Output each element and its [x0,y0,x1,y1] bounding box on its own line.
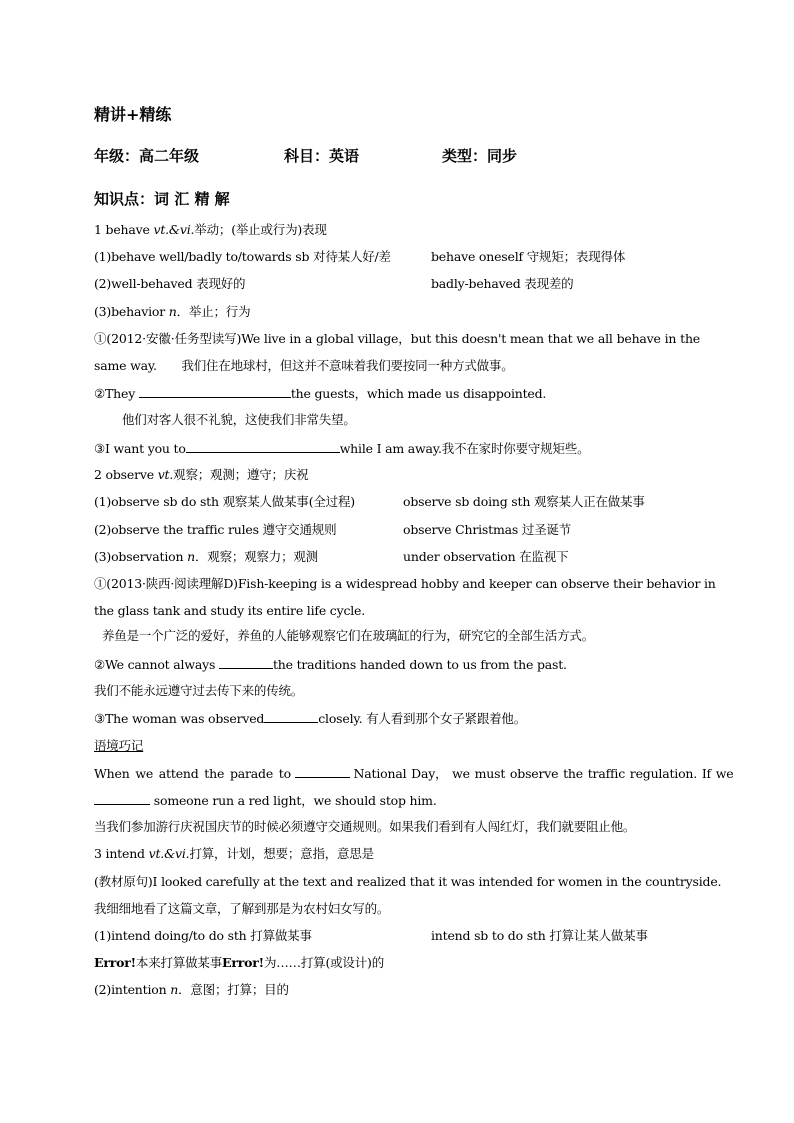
intend-error-line [94,955,384,971]
pos-tag: vt.&vi. [153,222,195,237]
sentence-end: closely. 有人看到那个女子紧跟着他。 [318,711,527,726]
sentence-end: National Day， we must observe the traffic regulation. If we [353,766,734,781]
definition: ．意图；打算；目的 [178,982,289,997]
meta-row [94,148,517,164]
behave-example-2-cn: 他们对客人很不礼貌，这使我们非常失望。 [122,412,356,427]
definition: ．观察；观察力；观测 [194,549,318,564]
intend-example-en: (教材原句)I looked carefully at the text and realized that it was intended for women in the countryside. [94,874,722,889]
intend-phrase-1b: intend sb to do sth 打算让某人做某事 [431,928,648,943]
intend-phrase-2 [94,982,289,998]
sentence-end: the traditions handed down to us from the past. [272,657,567,672]
observe-phrase-2b: observe Christmas 过圣诞节 [403,522,572,537]
observe-example-1-cn: 养鱼是一个广泛的爱好，养鱼的人能够观察它们在玻璃缸的行为，研究它的全部生活方式。 [102,628,595,643]
word-behave: 1 behave [94,222,154,237]
sentence-end: while I am away.我不在家时你要守规矩些。 [339,441,590,456]
grade-label: 年级：高二年级 [94,147,200,165]
memo-line-2 [94,792,437,809]
behave-phrase-2b: badly-behaved 表现差的 [431,276,574,291]
word: (2)intention [94,982,171,997]
observe-phrase-3b: under observation 在监视下 [403,549,569,564]
phrase-text: 本来打算做某事 [135,955,223,970]
observe-phrase-3a [94,549,318,565]
behave-phrase-1b: behave oneself 守规矩；表现得体 [431,249,626,264]
sentence-end: someone run a red light，we should stop him. [153,793,437,808]
behave-example-1-line2: same way. 我们住在地球村，但这并不意味着我们要按同一种方式做事。 [94,358,514,373]
intend-example-cn: 我细细地看了这篇文章，了解到那是为农村妇女写的。 [94,901,390,916]
word: (3)observation [94,549,188,564]
observe-example-1-line2: the glass tank and study its entire life cycle. [94,603,366,618]
word-observe: 2 observe [94,467,158,482]
pos-tag: n [168,304,177,319]
definition: 打算，计划，想要；意指，意思是 [189,846,374,861]
fill-blank[interactable] [264,710,318,723]
observe-example-2 [94,656,567,673]
memo-line-1 [94,765,733,782]
fill-blank[interactable] [219,656,273,669]
observe-phrase-1b: observe sb doing sth 观察某人正在做某事 [403,494,645,509]
knowledge-heading: 知识点：词 汇 精 解 [94,190,230,208]
sentence-start: ②We cannot always [94,657,219,672]
error-field: Error! [94,955,136,970]
memo-cn: 当我们参加游行庆祝国庆节的时候必须遵守交通规则。如果我们看到有人闯红灯，我们就要阻止他。 [94,819,636,834]
sentence-start: ②They [94,386,139,401]
document-title: 精讲+精练 [94,105,172,124]
phrase-text: 为……打算(或设计)的 [263,955,385,970]
pos-tag: vt. [157,467,174,482]
pos-tag: vt.&vi. [148,846,190,861]
observe-heading [94,467,308,483]
sentence-end: the guests，which made us disappointed. [290,386,547,401]
sentence-start: When we attend the parade to [94,766,291,781]
definition: ．举止；行为 [176,304,251,319]
behave-phrase-1a: (1)behave well/badly to/towards sb 对待某人好/差 [94,249,391,264]
behave-example-1-line1: ①(2012·安徽·任务型读写)We live in a global village，but this doesn't mean that we all behave in the [94,331,700,346]
word: (3)behavior [94,304,169,319]
pos-tag: n [170,982,179,997]
behave-phrase-3 [94,304,250,320]
intend-heading [94,846,374,862]
subject-label: 科目：英语 [284,147,360,165]
type-label: 类型：同步 [442,147,518,165]
observe-phrase-1a: (1)observe sb do sth 观察某人做某事(全过程) [94,494,355,509]
sentence-start: ③The woman was observed [94,711,265,726]
error-field: Error! [222,955,264,970]
fill-blank[interactable] [186,440,340,453]
fill-blank[interactable] [295,765,350,778]
word-intend: 3 intend [94,846,149,861]
definition: 观察；观测；遵守；庆祝 [173,467,309,482]
memo-title: 语境巧记 [94,738,144,753]
definition: 举动；(举止或行为)表现 [194,222,327,237]
fill-blank[interactable] [94,792,150,805]
observe-phrase-2a: (2)observe the traffic rules 遵守交通规则 [94,522,337,537]
observe-example-3 [94,710,526,727]
observe-example-2-cn: 我们不能永远遵守过去传下来的传统。 [94,683,304,698]
behave-example-3 [94,440,589,457]
behave-example-2 [94,385,546,402]
observe-example-1-line1: ①(2013·陕西·阅读理解D)Fish-keeping is a widespread hobby and keeper can observe their behavior in [94,576,716,591]
intend-phrase-1a: (1)intend doing/to do sth 打算做某事 [94,928,312,943]
fill-blank[interactable] [139,385,291,398]
behave-heading [94,222,327,238]
behave-phrase-2a: (2)well-behaved 表现好的 [94,276,246,291]
pos-tag: n [187,549,195,564]
sentence-start: ③I want you to [94,441,186,456]
